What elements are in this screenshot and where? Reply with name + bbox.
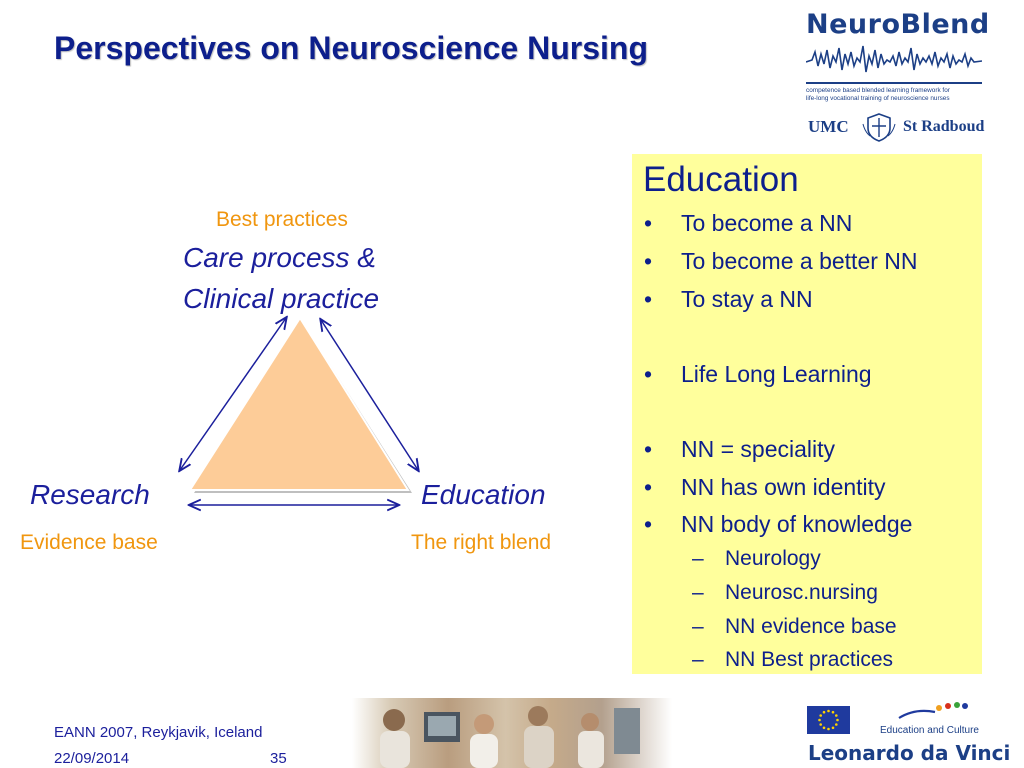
right-blend-label: The right blend [411, 531, 552, 554]
slide-title: Perspectives on Neuroscience Nursing [54, 30, 648, 66]
research-label: Research [30, 479, 150, 510]
umc-text: UMC [808, 117, 849, 136]
footer-event: EANN 2007, Reykjavik, Iceland [54, 724, 263, 741]
education-culture-caption: Education and Culture [880, 725, 979, 736]
neuroblend-logo-name: NeuroBlend [806, 9, 990, 40]
logo-tagline-1: competence based blended learning framework for [806, 87, 950, 94]
st-radboud-text: St Radboud [903, 118, 985, 135]
education-culture-logo-icon [895, 700, 970, 722]
neuroblend-logo [806, 9, 990, 103]
slide-number: 35 [270, 750, 287, 767]
eu-flag-icon [807, 706, 850, 734]
care-process-label: Care process & [183, 242, 376, 273]
best-practices-label: Best practices [216, 208, 348, 231]
education-box: Education • To become a NN • To become a better NN • To stay a NN • Life Long Learning • NN = speciality • NN has own identity • NN body of knowledge – Neurology – Neurosc.nursing – NN evidence base – NN Best practices [632, 154, 982, 674]
clinical-practice-label: Clinical practice [183, 283, 380, 314]
education-label: Education [421, 479, 546, 510]
logo-tagline-2: life-long vocational training of neuroscience nurses [806, 95, 950, 102]
evidence-base-label: Evidence base [20, 531, 158, 554]
nurses-photo-icon [352, 698, 672, 768]
leonardo-da-vinci-text: Leonardo da Vinci [808, 741, 1011, 765]
education-box-heading: Education [643, 160, 799, 199]
footer-date: 22/09/2014 [54, 750, 130, 767]
nursing-photo-strip [352, 698, 672, 768]
logo-divider [806, 82, 982, 84]
crest-icon [860, 112, 898, 142]
umc-logo [808, 112, 988, 142]
eeg-wave-icon [806, 42, 982, 76]
